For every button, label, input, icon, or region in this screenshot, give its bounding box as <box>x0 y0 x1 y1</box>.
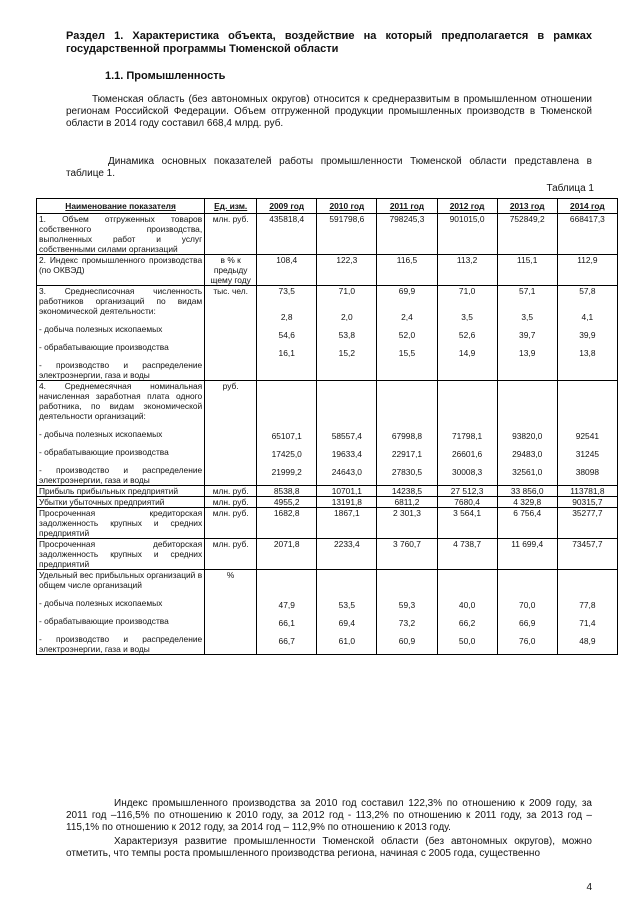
cell-value: 1867,1 <box>317 508 377 539</box>
cell-group <box>437 286 497 381</box>
table-row <box>37 508 618 539</box>
section-title: Раздел 1. Характеристика объекта, воздействие на который предполагается в рамках государственной программы Тюменской области <box>66 30 592 55</box>
row-unit: % <box>205 570 257 655</box>
cell-value: 30008,3 <box>451 467 483 477</box>
cell-value: 70,0 <box>519 600 536 610</box>
cell-value: 71798,1 <box>451 431 483 441</box>
cell-value: 752849,2 <box>497 214 557 255</box>
closing-paragraph-1: Индекс промышленного производства за 2010 год составил 122,3% по отношению к 2009 году, за 2011 год –116,5% по отношению к 2010 году, за 2012 год - 113,2% по отношению к 2011 году, за 2013 год – 115,1% по отношению к 2012 году, за 2014 год – 112,9% по отношению к 2013 году. <box>66 798 592 833</box>
cell-value: 92541 <box>575 431 600 441</box>
cell-value: 2233,4 <box>317 539 377 570</box>
header-2012: 2012 год <box>437 199 497 214</box>
row-name: Просроченная кредиторская задолженность крупных и средних предприятий <box>37 508 205 539</box>
cell-value: 27 512,3 <box>437 486 497 497</box>
cell-value: 69,9 <box>398 286 416 296</box>
table-row <box>37 286 618 381</box>
cell-value: 73,2 <box>398 618 416 628</box>
subsection-title: 1.1. Промышленность <box>105 70 226 82</box>
page-number: 4 <box>586 882 592 893</box>
cell-group <box>257 381 317 486</box>
cell-value: 73457,7 <box>557 539 617 570</box>
cell-value: 57,1 <box>519 286 536 296</box>
cell-value: 69,4 <box>338 618 355 628</box>
cell-value: 13191,8 <box>317 497 377 508</box>
header-indicator: Наименование показателя <box>37 199 205 214</box>
cell-group <box>317 570 377 655</box>
sub-row-name: - обрабатывающие производства <box>39 616 169 626</box>
cell-group <box>557 381 617 486</box>
cell-value: 7680,4 <box>437 497 497 508</box>
cell-value: 31245 <box>575 449 600 459</box>
cell-value: 21999,2 <box>271 467 302 477</box>
cell-value: 591798,6 <box>317 214 377 255</box>
cell-value: 19633,4 <box>331 449 362 459</box>
cell-value: 35277,7 <box>557 508 617 539</box>
cell-value: 2,4 <box>401 312 413 322</box>
cell-value: 71,4 <box>579 618 596 628</box>
cell-value: 22917,1 <box>391 449 423 459</box>
cell-value: 48,9 <box>579 636 596 646</box>
cell-value: 33 856,0 <box>497 486 557 497</box>
cell-value: 798245,3 <box>377 214 437 255</box>
cell-value: 2,8 <box>280 312 293 322</box>
intro-paragraph-1: Тюменская область (без автономных округов) относится к среднеразвитым в промышленном отношении регионам Российской Федерации. Объем отгруженной продукции промышленных производств в Тюменской области в 2014 году составил 668,4 млрд. руб. <box>66 94 592 129</box>
cell-value: 52,0 <box>398 330 416 340</box>
cell-value: 93820,0 <box>512 431 543 441</box>
cell-group <box>497 286 557 381</box>
cell-value: 71,0 <box>338 286 355 296</box>
table-row <box>37 214 618 255</box>
cell-value: 90315,7 <box>557 497 617 508</box>
sub-row-name: - добыча полезных ископаемых <box>39 324 163 334</box>
cell-value: 50,0 <box>458 636 476 646</box>
cell-value: 11 699,4 <box>497 539 557 570</box>
cell-value: 1682,8 <box>257 508 317 539</box>
sub-row-name: - производство и распределение электроэнергии, газа и воды <box>39 634 203 654</box>
cell-value: 59,3 <box>398 600 416 610</box>
cell-value: 73,5 <box>278 286 295 296</box>
cell-value: 53,8 <box>338 330 355 340</box>
cell-value: 29483,0 <box>512 449 543 459</box>
cell-group <box>557 286 617 381</box>
cell-value: 54,6 <box>278 330 295 340</box>
row-name: 1. Объем отгруженных товаров собственного производства, выполненных работ и услуг собственными силами организаций <box>37 214 205 255</box>
cell-value: 57,8 <box>579 286 596 296</box>
cell-value: 8538,8 <box>257 486 317 497</box>
cell-group <box>557 570 617 655</box>
row-unit: руб. <box>205 381 257 486</box>
row-unit: тыс. чел. <box>205 286 257 381</box>
row-title: 3. Среднесписочная численность работников организаций по видам экономической деятельности: <box>39 286 203 316</box>
cell-value: 668417,3 <box>557 214 617 255</box>
cell-value: 435818,4 <box>257 214 317 255</box>
cell-value: 17425,0 <box>271 449 302 459</box>
cell-value: 71,0 <box>458 286 476 296</box>
cell-value: 60,9 <box>398 636 416 646</box>
cell-value: 15,2 <box>338 348 355 358</box>
cell-group <box>257 286 317 381</box>
closing-paragraph-2: Характеризуя развитие промышленности Тюменской области (без автономных округов), можно отметить, что темпы роста промышленного производства региона, начиная с 2005 года, существенно <box>66 836 592 859</box>
cell-value: 2,0 <box>341 312 353 322</box>
header-2014: 2014 год <box>557 199 617 214</box>
table-row <box>37 539 618 570</box>
sub-row-name: - добыча полезных ископаемых <box>39 598 163 608</box>
cell-value: 3 760,7 <box>377 539 437 570</box>
indicators-table <box>36 198 618 655</box>
cell-value: 39,7 <box>519 330 536 340</box>
cell-value: 38098 <box>575 467 600 477</box>
sub-row-name: - обрабатывающие производства <box>39 447 169 457</box>
cell-value: 76,0 <box>519 636 536 646</box>
cell-value: 901015,0 <box>437 214 497 255</box>
cell-value: 2071,8 <box>257 539 317 570</box>
header-2010: 2010 год <box>317 199 377 214</box>
sub-row-name: - обрабатывающие производства <box>39 342 169 352</box>
cell-value: 52,6 <box>458 330 476 340</box>
table-row <box>37 486 618 497</box>
table-header-row <box>37 199 618 214</box>
cell-value: 24643,0 <box>331 467 362 477</box>
cell-value: 3 564,1 <box>437 508 497 539</box>
cell-value: 66,7 <box>278 636 295 646</box>
cell-value: 26601,6 <box>451 449 483 459</box>
cell-value: 77,8 <box>579 600 596 610</box>
row-name <box>37 570 205 655</box>
row-title: 4. Среднемесячная номинальная начисленная заработная плата одного работника, по видам экономической деятельности организаций: <box>39 381 203 421</box>
row-name: 2. Индекс промышленного производства (по ОКВЭД) <box>37 255 205 286</box>
cell-value: 113,2 <box>437 255 497 286</box>
row-name <box>37 381 205 486</box>
table-row <box>37 255 618 286</box>
cell-value: 115,1 <box>497 255 557 286</box>
sub-row-name: - производство и распределение электроэнергии, газа и воды <box>39 360 203 380</box>
cell-group <box>377 286 437 381</box>
cell-group <box>317 286 377 381</box>
cell-group <box>257 570 317 655</box>
cell-value: 40,0 <box>458 600 476 610</box>
intro-paragraph-2: Динамика основных показателей работы промышленности Тюменской области представлена в таблице 1. <box>66 156 592 179</box>
cell-value: 14238,5 <box>377 486 437 497</box>
cell-value: 58557,4 <box>331 431 362 441</box>
cell-value: 122,3 <box>317 255 377 286</box>
cell-group <box>437 381 497 486</box>
row-unit: млн. руб. <box>205 214 257 255</box>
cell-value: 4,1 <box>581 312 594 322</box>
row-unit: в % к предыду щему году <box>205 255 257 286</box>
cell-value: 65107,1 <box>271 431 302 441</box>
header-2011: 2011 год <box>377 199 437 214</box>
cell-value: 113781,8 <box>557 486 617 497</box>
header-unit: Ед. изм. <box>205 199 257 214</box>
cell-group <box>377 570 437 655</box>
cell-value: 4 738,7 <box>437 539 497 570</box>
row-unit: млн. руб. <box>205 497 257 508</box>
sub-row-name: - производство и распределение электроэнергии, газа и воды <box>39 465 203 485</box>
cell-value: 6 756,4 <box>497 508 557 539</box>
cell-value: 112,9 <box>557 255 617 286</box>
row-unit: млн. руб. <box>205 508 257 539</box>
header-2013: 2013 год <box>497 199 557 214</box>
cell-value: 66,1 <box>278 618 295 628</box>
cell-value: 3,5 <box>461 312 473 322</box>
cell-value: 53,5 <box>338 600 355 610</box>
row-unit: млн. руб. <box>205 539 257 570</box>
table-row <box>37 381 618 486</box>
row-name: Прибыль прибыльных предприятий <box>37 486 205 497</box>
cell-value: 4955,2 <box>257 497 317 508</box>
cell-value: 66,2 <box>458 618 476 628</box>
cell-value: 32561,0 <box>512 467 543 477</box>
cell-value: 4 329,8 <box>497 497 557 508</box>
cell-value: 3,5 <box>521 312 534 322</box>
row-name: Убытки убыточных предприятий <box>37 497 205 508</box>
cell-group <box>497 381 557 486</box>
cell-value: 47,9 <box>278 600 295 610</box>
cell-value: 6811,2 <box>377 497 437 508</box>
cell-value: 14,9 <box>458 348 476 358</box>
row-name: Просроченная дебиторская задолженность крупных и средних предприятий <box>37 539 205 570</box>
row-unit: млн. руб. <box>205 486 257 497</box>
cell-value: 66,9 <box>519 618 536 628</box>
cell-value: 10701,1 <box>317 486 377 497</box>
cell-value: 13,8 <box>579 348 596 358</box>
cell-group <box>317 381 377 486</box>
cell-value: 39,9 <box>579 330 596 340</box>
table-row <box>37 497 618 508</box>
cell-value: 27830,5 <box>391 467 423 477</box>
table-label: Таблица 1 <box>546 183 594 194</box>
cell-group <box>497 570 557 655</box>
cell-value: 13,9 <box>519 348 536 358</box>
cell-value: 15,5 <box>398 348 416 358</box>
cell-value: 67998,8 <box>391 431 423 441</box>
cell-value: 108,4 <box>257 255 317 286</box>
row-title: Удельный вес прибыльных организаций в общем числе организаций <box>39 570 203 590</box>
cell-group <box>437 570 497 655</box>
cell-value: 16,1 <box>278 348 295 358</box>
cell-group <box>377 381 437 486</box>
cell-value: 2 301,3 <box>377 508 437 539</box>
table-row <box>37 570 618 655</box>
header-2009: 2009 год <box>257 199 317 214</box>
cell-value: 61,0 <box>338 636 355 646</box>
row-name <box>37 286 205 381</box>
sub-row-name: - добыча полезных ископаемых <box>39 429 163 439</box>
cell-value: 116,5 <box>377 255 437 286</box>
